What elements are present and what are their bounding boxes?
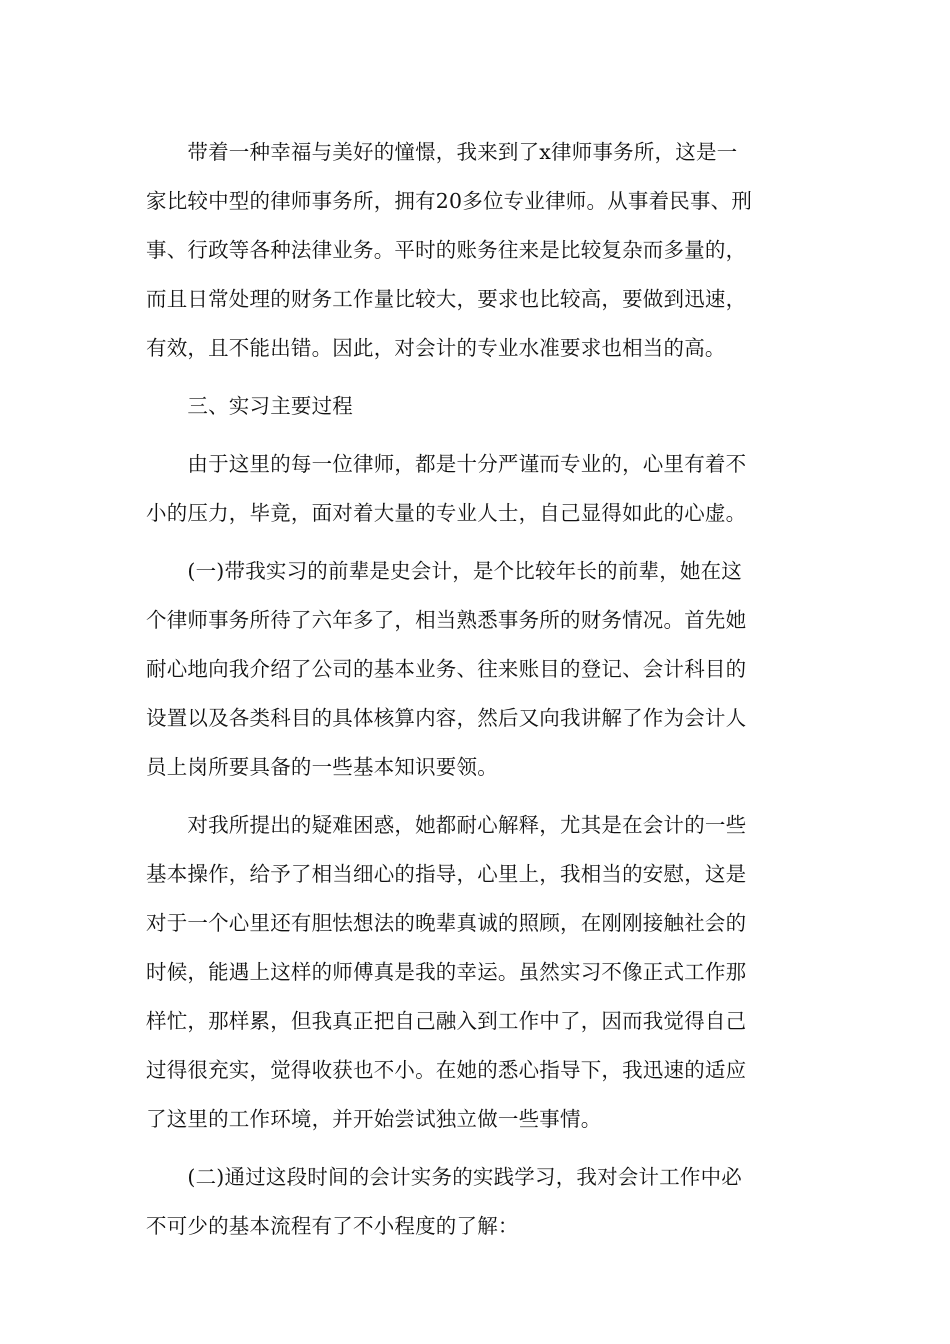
paragraph-pressure: [146, 440, 804, 538]
text-line: 样忙，那样累，但我真正把自己融入到工作中了，因而我觉得自己: [146, 1009, 747, 1033]
text-line: 个律师事务所待了六年多了，相当熟悉事务所的财务情况。首先她: [146, 608, 747, 632]
paragraph-process: [146, 1153, 804, 1251]
text-line: 有效，且不能出错。因此，对会计的专业水准要求也相当的高。: [146, 336, 726, 360]
paragraph-guidance: [146, 801, 804, 1144]
text-line: 设置以及各类科目的具体核算内容，然后又向我讲解了作为会计人: [146, 706, 747, 730]
paragraph-mentor: [146, 547, 804, 792]
text-line: 事、行政等各种法律业务。平时的账务往来是比较复杂而多量的，: [146, 238, 747, 262]
text-line: 对于一个心里还有胆怯想法的晚辈真诚的照顾，在刚刚接触社会的: [146, 911, 747, 935]
text-line: 过得很充实，觉得收获也不小。在她的悉心指导下，我迅速的适应: [146, 1058, 747, 1082]
text-line: 而且日常处理的财务工作量比较大，要求也比较高，要做到迅速，: [146, 287, 747, 311]
text-line: 由于这里的每一位律师，都是十分严谨而专业的，心里有着不: [146, 452, 747, 476]
document-body: [146, 128, 804, 1251]
heading-line: 三、实习主要过程: [146, 394, 353, 418]
paragraph-intro: [146, 128, 804, 373]
text-line: (一)带我实习的前辈是史会计，是个比较年长的前辈，她在这: [146, 559, 742, 583]
text-line: 基本操作，给予了相当细心的指导，心里上，我相当的安慰，这是: [146, 862, 747, 886]
text-line: 不可少的基本流程有了不小程度的了解：: [146, 1214, 519, 1238]
text-line: 耐心地向我介绍了公司的基本业务、往来账目的登记、会计科目的: [146, 657, 747, 681]
text-line: 了这里的工作环境，并开始尝试独立做一些事情。: [146, 1107, 602, 1131]
text-line: 家比较中型的律师事务所，拥有20多位专业律师。从事着民事、刑: [146, 189, 753, 213]
text-line: 带着一种幸福与美好的憧憬，我来到了x律师事务所，这是一: [146, 140, 738, 164]
text-line: (二)通过这段时间的会计实务的实践学习，我对会计工作中必: [146, 1165, 742, 1189]
text-line: 时候，能遇上这样的师傅真是我的幸运。虽然实习不像正式工作那: [146, 960, 747, 984]
text-line: 员上岗所要具备的一些基本知识要领。: [146, 755, 498, 779]
text-line: 小的压力，毕竟，面对着大量的专业人士，自己显得如此的心虚。: [146, 501, 747, 525]
section-heading: [146, 382, 804, 431]
text-line: 对我所提出的疑难困惑，她都耐心解释，尤其是在会计的一些: [146, 813, 747, 837]
